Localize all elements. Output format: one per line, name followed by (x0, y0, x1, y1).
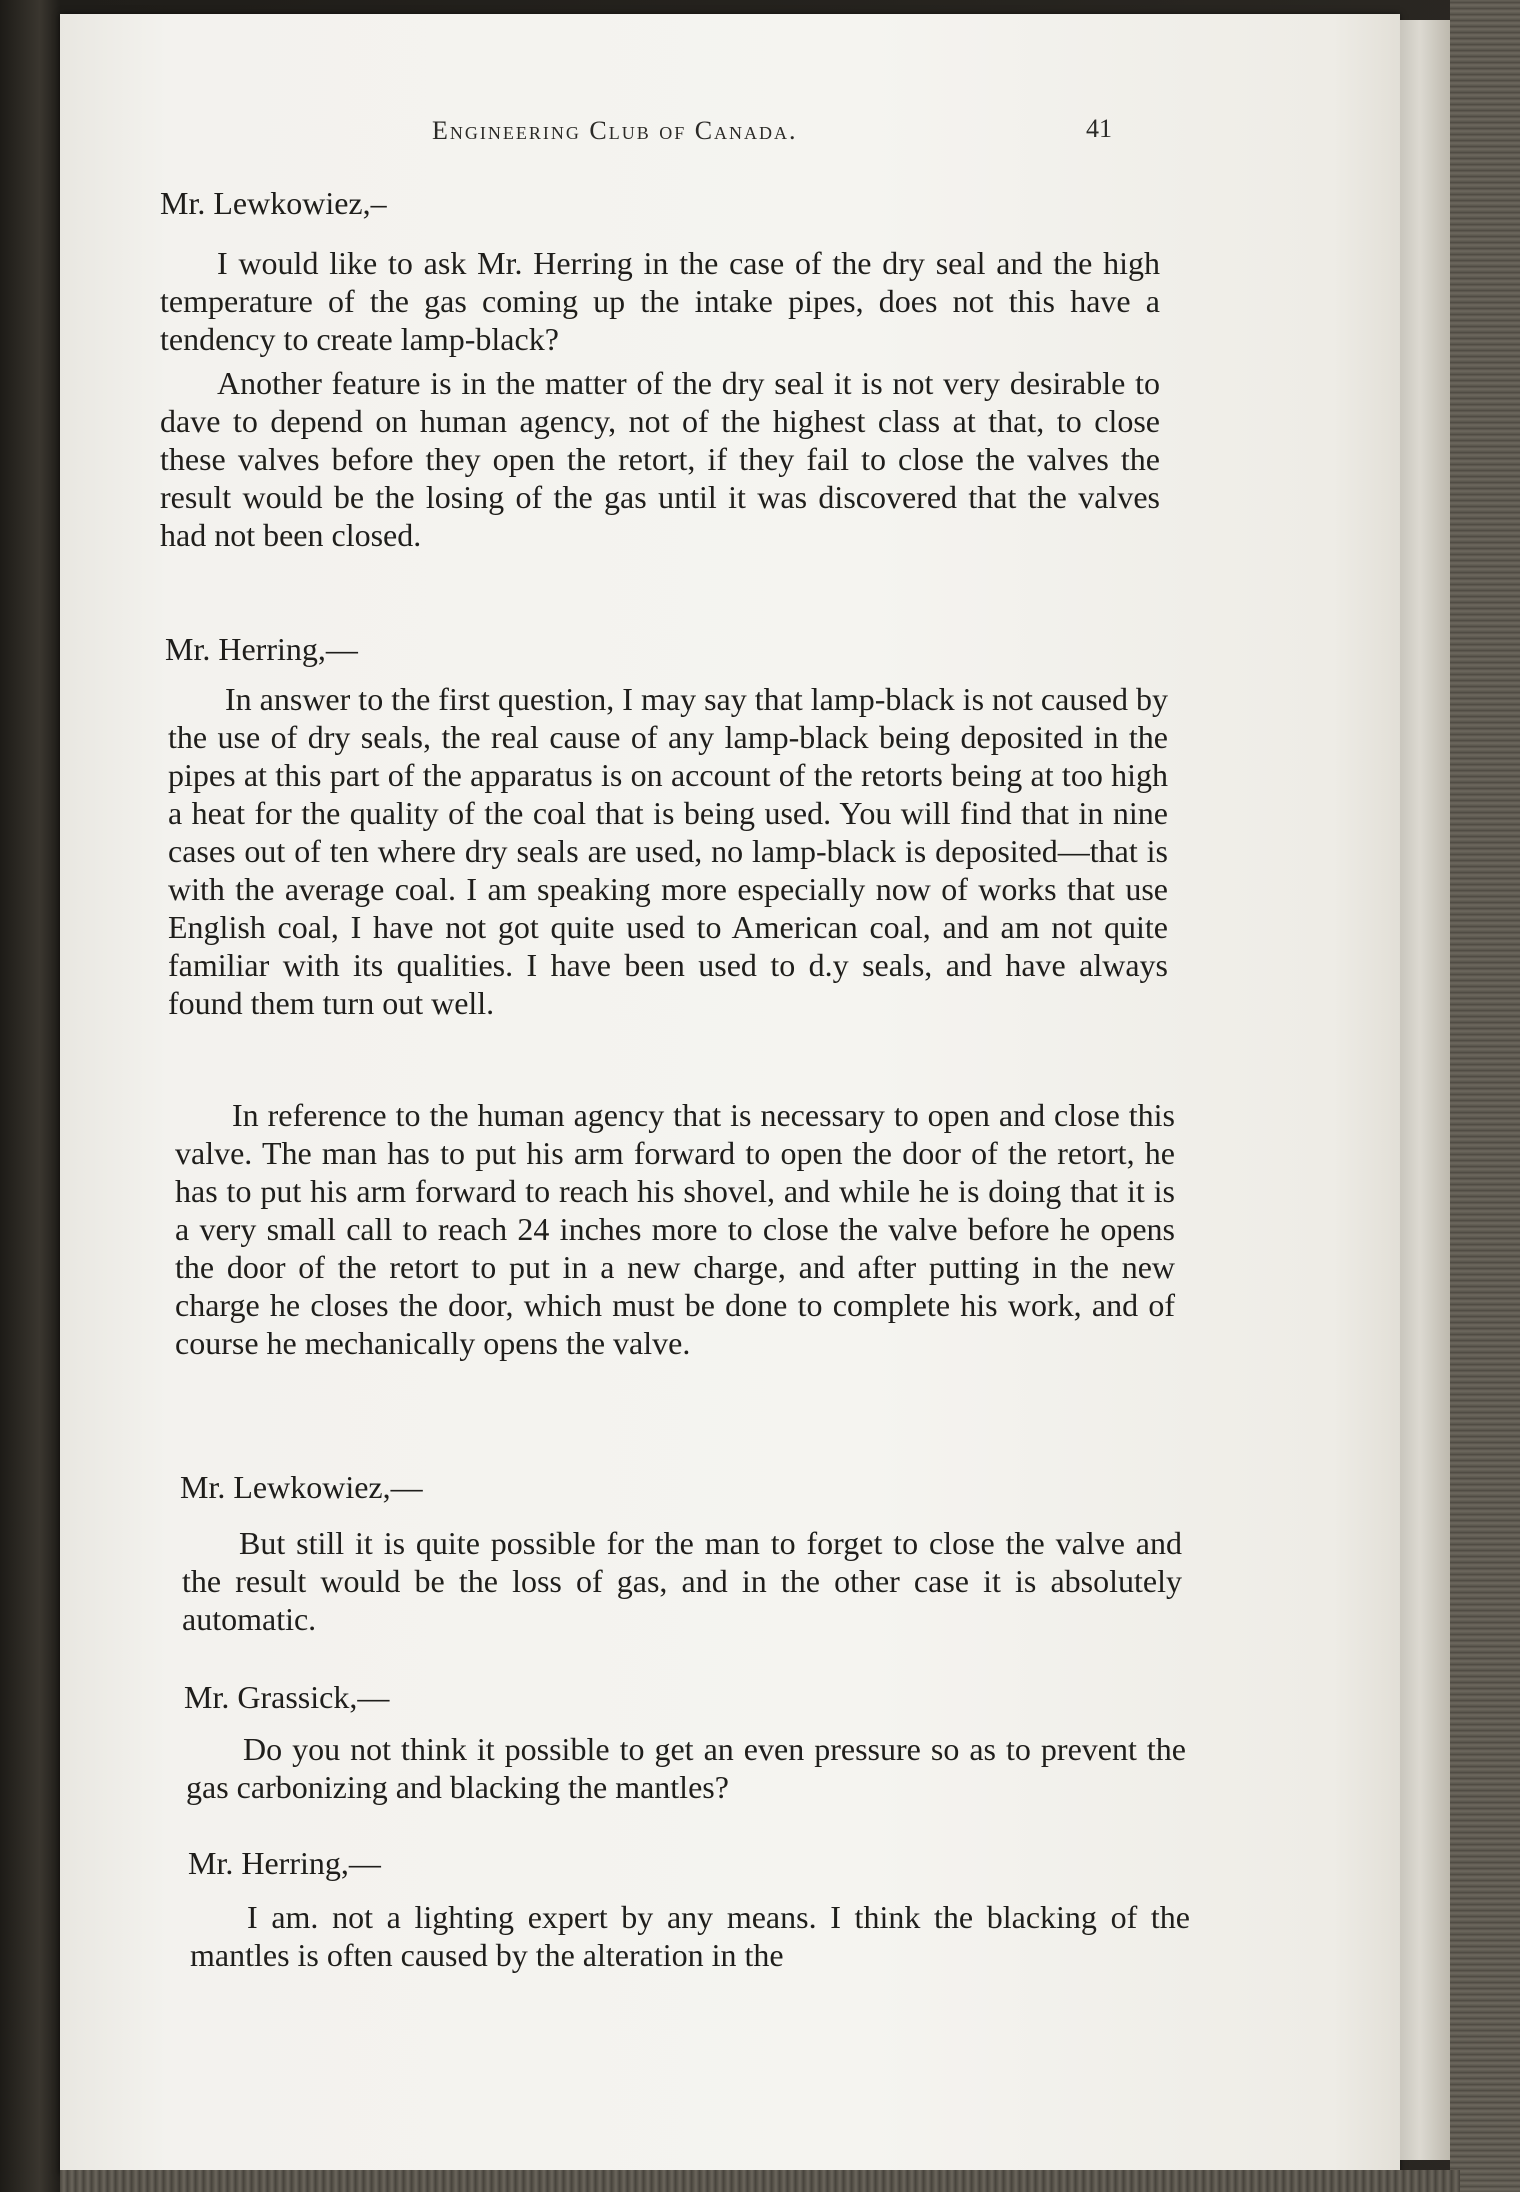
book-cover-bottom-edge (60, 2170, 1460, 2192)
speaker-label: Mr. Herring,— (165, 631, 358, 667)
paragraph: Do you not think it possible to get an even pressure so as to prevent the gas carbonizing and blacking the mantles? (186, 1731, 1186, 1805)
speaker-label: Mr. Lewkowiez,— (180, 1469, 423, 1505)
book-cover-edge (1450, 0, 1520, 2192)
paragraph: Another feature is in the matter of the dry seal it is not very desirable to dave to depend on human agency, not of the highest class at that, to close these valves before they open the retort, if they fail to close the valves the result would be the losing of the gas until it was discovered that the valves had not been closed. (160, 365, 1160, 553)
page-number: 41 (1086, 114, 1112, 143)
paragraph: But still it is quite possible for the man to forget to close the valve and the result would be the loss of gas, and in the other case it is absolutely automatic. (182, 1525, 1182, 1637)
paragraph: In reference to the human agency that is necessary to open and close this valve. The man has to put his arm forward to open the door of the retort, he has to put his arm forward to reach his shovel, and while he is doing that it is a very small call to reach 24 inches more to close the valve before he opens the door of the retort to put in a new charge, and after putting in the new charge he closes the door, which must be done to complete his work, and of course he mechanically opens the valve. (175, 1097, 1175, 1361)
speaker-label: Mr. Lewkowiez,– (160, 185, 387, 221)
speaker-label: Mr. Grassick,— (184, 1679, 390, 1715)
paragraph: I am. not a lighting expert by any means. I think the blacking of the mantles is often caused by the alteration in the (190, 1899, 1190, 1973)
page-edges (1400, 20, 1450, 2160)
speaker-label: Mr. Herring,— (188, 1845, 381, 1881)
running-head: Engineering Club of Canada. (432, 116, 798, 145)
paragraph: I would like to ask Mr. Herring in the case of the dry seal and the high temperature of the gas coming up the intake pipes, does not this have a tendency to create lamp-black? (160, 245, 1160, 357)
paragraph: In answer to the first question, I may say that lamp-black is not caused by the use of dry seals, the real cause of any lamp-black being deposited in the pipes at this part of the apparatus is on account of the retorts being at too high a heat for the quality of the coal that is being used. You will find that in nine cases out of ten where dry seals are used, no lamp-black is deposited—that is with the average coal. I am speaking more especially now of works that use English coal, I have not got quite used to American coal, and am not quite familiar with its qualities. I have been used to d.y seals, and have always found them turn out well. (168, 681, 1168, 1021)
